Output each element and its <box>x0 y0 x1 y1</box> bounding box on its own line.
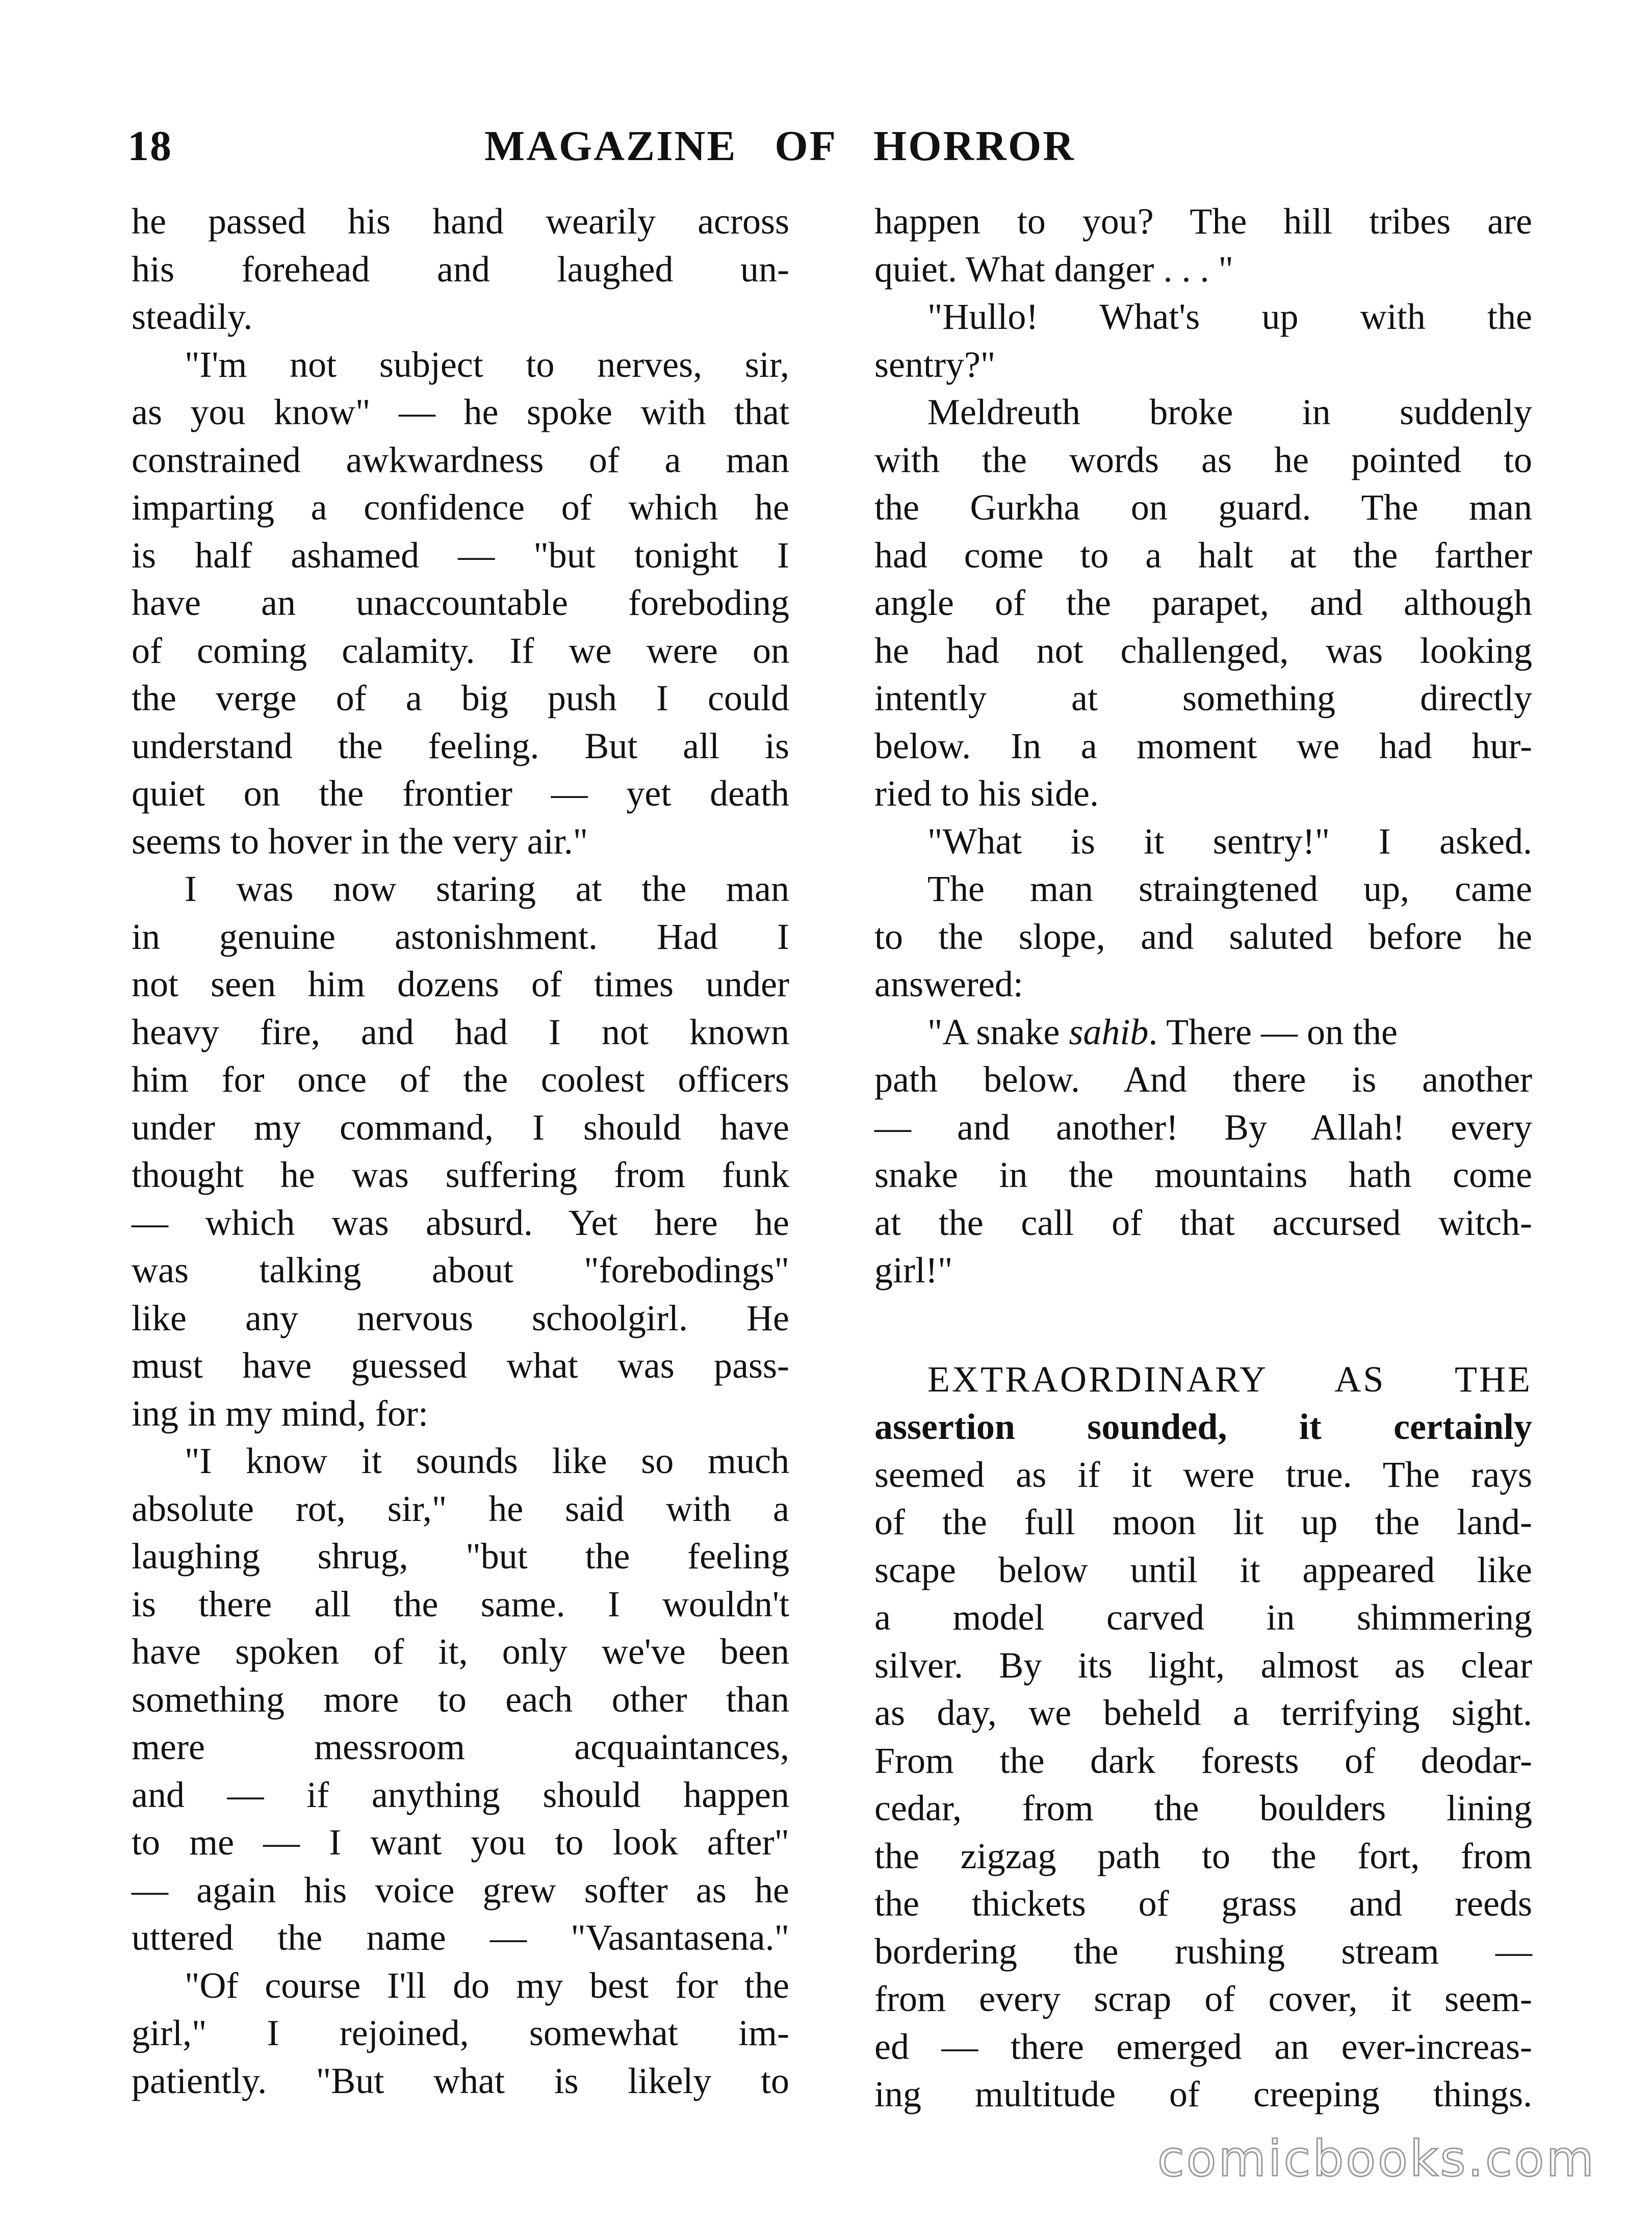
left-column <box>132 198 789 2105</box>
text-line: understand the feeling. But all is <box>132 725 789 766</box>
text-line: mere messroom acquaintances, <box>132 1726 789 1767</box>
running-head-title: MAGAZINE OF HORROR <box>484 122 1075 170</box>
text-line: like any nervous schoolgirl. He <box>132 1297 789 1338</box>
text-line: have an unaccountable foreboding <box>132 582 789 623</box>
text-line: path below. And there is another <box>874 1059 1532 1100</box>
text-line: at the call of that accursed witch- <box>874 1202 1532 1243</box>
text-line: "Of course I'll do my best for the <box>185 1965 789 2006</box>
text-line: ried to his side. <box>874 773 1099 814</box>
text-line: the zigzag path to the fort, from <box>874 1835 1532 1876</box>
text-line: quiet. What danger . . . " <box>874 248 1233 290</box>
text-line: — and another! By Allah! every <box>874 1106 1532 1148</box>
text-line: Meldreuth broke in suddenly <box>927 392 1532 432</box>
text-line: seemed as if it were true. The rays <box>874 1454 1532 1495</box>
text-line: From the dark forests of deodar- <box>874 1740 1532 1781</box>
text-line: girl," I rejoined, somewhat im- <box>132 2013 789 2053</box>
text-line: snake in the mountains hath come <box>874 1154 1532 1195</box>
text-line: intently at something directly <box>874 678 1532 718</box>
text-line: "I'm not subject to nerves, sir, <box>185 344 789 385</box>
text-line: answered: <box>874 964 1023 1004</box>
text-line: as you know" — he spoke with that <box>132 392 789 432</box>
text-line: and — if anything should happen <box>132 1774 789 1815</box>
text-line: happen to you? The hill tribes are <box>874 201 1532 242</box>
text-line: from every scrap of cover, it seem- <box>874 1978 1532 2019</box>
text-line: is half ashamed — "but tonight I <box>132 534 789 576</box>
text-line: sentry?" <box>874 344 996 385</box>
text-line: steadily. <box>132 296 253 337</box>
text-line: — which was absurd. Yet here he <box>132 1202 789 1243</box>
text-line: seems to hover in the very air." <box>132 820 588 862</box>
text-line: to the slope, and saluted before he <box>874 916 1532 957</box>
text-run: "A snake <box>927 1011 1069 1052</box>
text-run: . There — on the <box>1148 1011 1398 1052</box>
text-line: of coming calamity. If we were on <box>132 630 789 671</box>
italic-word: sahib <box>1069 1011 1149 1052</box>
text-line: constrained awkwardness of a man <box>132 439 789 480</box>
text-line: below. In a moment we had hur- <box>874 725 1532 766</box>
text-line: silver. By its light, almost as clear <box>874 1644 1532 1686</box>
text-line: have spoken of it, only we've been <box>132 1631 789 1672</box>
text-line: patiently. "But what is likely to <box>132 2060 789 2101</box>
text-line: uttered the name — "Vasantasena." <box>132 1917 789 1958</box>
text-line: scape below until it appeared like <box>874 1549 1532 1590</box>
text-line: him for once of the coolest officers <box>132 1059 789 1100</box>
page-header <box>127 121 1535 183</box>
text-line: the verge of a big push I could <box>132 678 789 718</box>
text-line: his forehead and laughed un- <box>132 248 789 290</box>
text-line: The man straingtened up, came <box>927 868 1532 909</box>
text-line: imparting a confidence of which he <box>132 487 789 528</box>
text-line: was talking about "forebodings" <box>132 1250 789 1291</box>
text-line: the Gurkha on guard. The man <box>874 487 1532 528</box>
text-line: not seen him dozens of times under <box>132 964 789 1004</box>
text-line: assertion sounded, it certainly <box>874 1406 1532 1447</box>
text-line: "I know it sounds like so much <box>185 1440 789 1481</box>
text-line: girl!" <box>874 1250 953 1291</box>
text-line: had come to a halt at the farther <box>874 534 1532 576</box>
text-line: he passed his hand wearily across <box>132 201 789 242</box>
text-line: thought he was suffering from funk <box>132 1154 789 1195</box>
text-line: heavy fire, and had I not known <box>132 1011 789 1052</box>
right-column <box>874 198 1532 2119</box>
text-line: the thickets of grass and reeds <box>874 1883 1532 1924</box>
text-line: laughing shrug, "but the feeling <box>132 1536 789 1577</box>
text-line: absolute rot, sir," he said with a <box>132 1488 789 1529</box>
watermark-logo: comicbooks.com <box>1157 2130 1596 2187</box>
text-line: ing in my mind, for: <box>132 1392 428 1434</box>
text-line: he had not challenged, was looking <box>874 630 1532 671</box>
text-line: ed — there emerged an ever-increas- <box>874 2026 1532 2067</box>
text-line: angle of the parapet, and although <box>874 582 1532 623</box>
text-line: a model carved in shimmering <box>874 1597 1532 1638</box>
text-line: to me — I want you to look after" <box>132 1822 789 1863</box>
page-number: 18 <box>127 122 172 170</box>
section-gap <box>874 1295 1532 1356</box>
text-line: must have guessed what was pass- <box>132 1345 789 1386</box>
section-opening-line: EXTRAORDINARY AS THE <box>927 1358 1532 1400</box>
text-line: ing multitude of creeping things. <box>874 2074 1532 2114</box>
text-line: cedar, from the boulders lining <box>874 1788 1532 1828</box>
text-line: I was now staring at the man <box>185 868 789 909</box>
text-line: quiet on the frontier — yet death <box>132 773 789 814</box>
text-line: as day, we beheld a terrifying sight. <box>874 1692 1532 1733</box>
text-line <box>874 1009 1532 1056</box>
text-line: is there all the same. I wouldn't <box>132 1583 789 1624</box>
text-line: something more to each other than <box>132 1679 789 1720</box>
text-line: of the full moon lit up the land- <box>874 1502 1532 1542</box>
text-line: under my command, I should have <box>132 1106 789 1148</box>
text-line: "Hullo! What's up with the <box>927 296 1532 337</box>
text-line: bordering the rushing stream — <box>874 1930 1532 1972</box>
text-line: with the words as he pointed to <box>874 439 1532 480</box>
text-line: — again his voice grew softer as he <box>132 1869 789 1911</box>
text-line: "What is it sentry!" I asked. <box>927 820 1532 862</box>
text-line: in genuine astonishment. Had I <box>132 916 789 957</box>
